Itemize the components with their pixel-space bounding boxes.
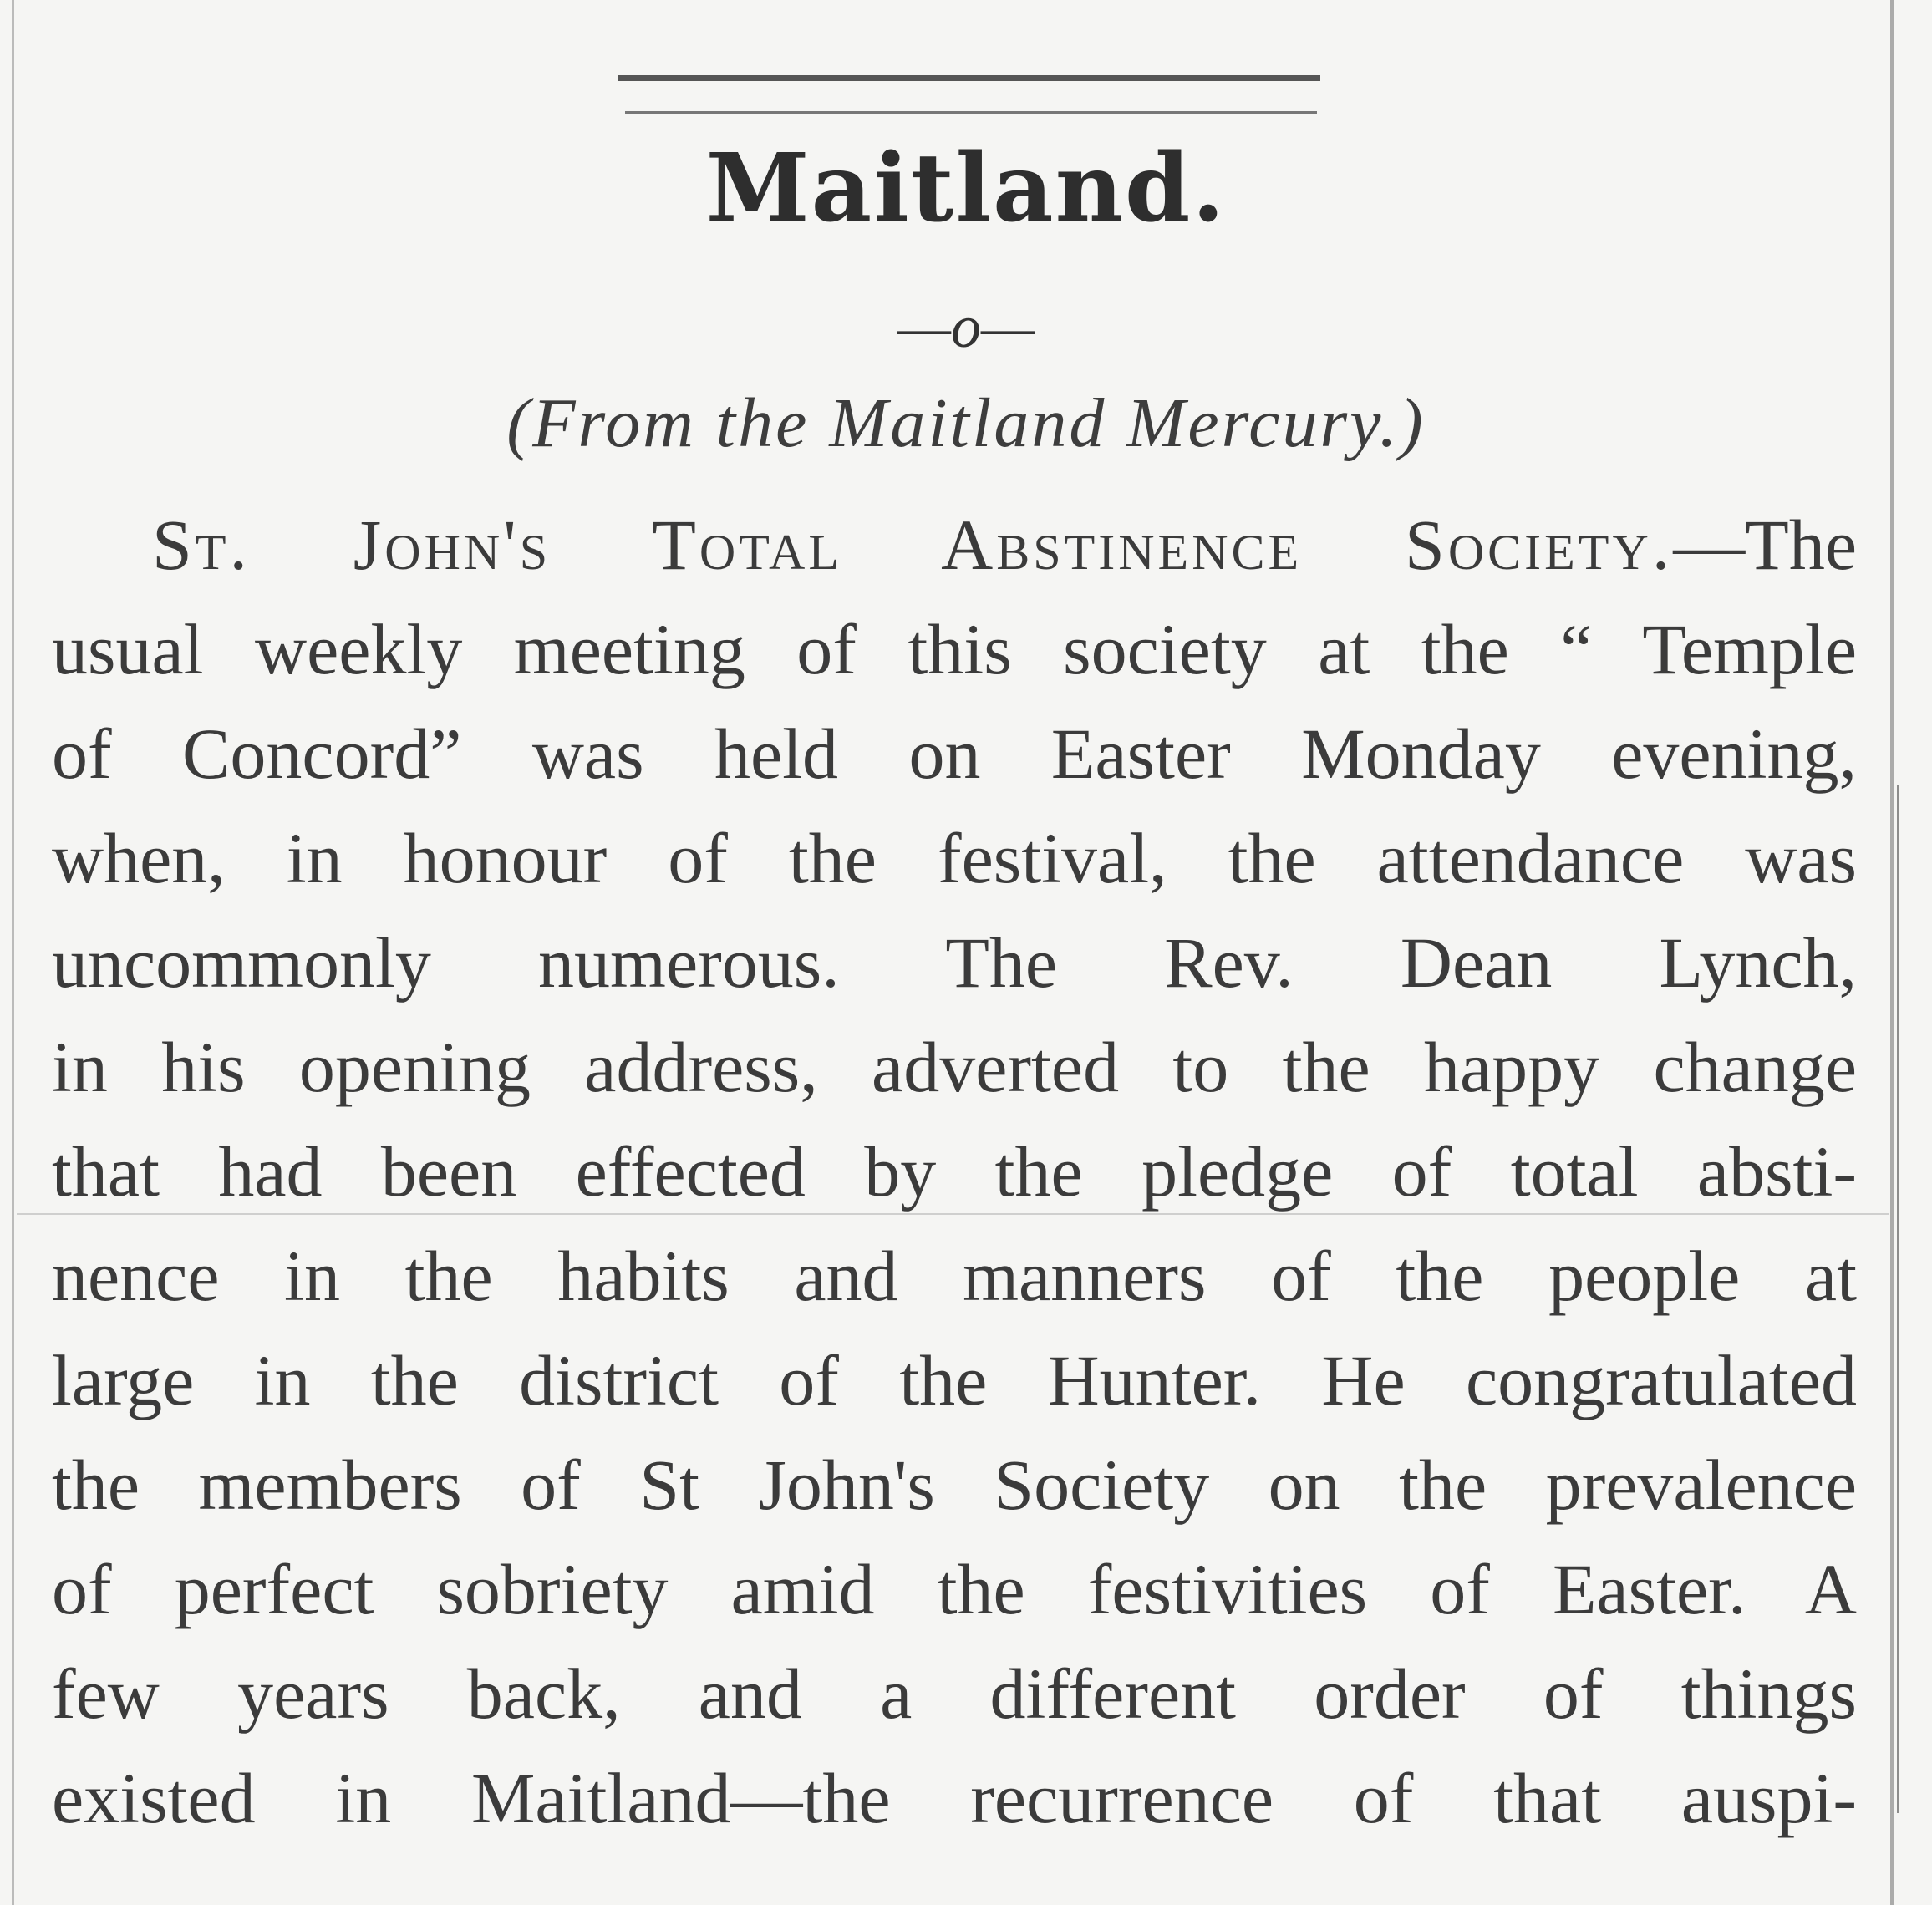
article-heading: St. John's Total Abstinence Society.	[152, 505, 1674, 585]
article-body	[52, 493, 1857, 1851]
article-line-8: nence in the habits and manners of the people at	[52, 1236, 1857, 1316]
article-line-3: of Concord” was held on Easter Monday evening,	[52, 714, 1857, 794]
article-line-4: when, in honour of the festival, the attendance was	[52, 818, 1857, 898]
right-column-rule	[1890, 0, 1894, 1905]
article-line-1	[52, 493, 1857, 597]
article-line-10: the members of St John's Society on the prevalence	[52, 1445, 1857, 1525]
article-line-9: large in the district of the Hunter. He congratulated	[52, 1340, 1857, 1420]
article-line-1-tail: —The	[1673, 505, 1857, 585]
article-line-11: of perfect sobriety amid the festivities of Easter. A	[52, 1549, 1857, 1629]
section-divider-thin	[625, 111, 1317, 114]
left-column-rule	[12, 0, 14, 1905]
article-line-2: usual weekly meeting of this society at the “ Temple	[52, 609, 1857, 689]
article-line-12: few years back, and a different order of things	[52, 1654, 1857, 1734]
article-line-13: existed in Maitland—the recurrence of that auspi-	[52, 1758, 1857, 1838]
article-line-7: that had been effected by the pledge of total absti-	[52, 1131, 1857, 1212]
section-title: Maitland.	[705, 134, 1227, 243]
article-line-5: uncommonly numerous. The Rev. Dean Lynch,	[52, 922, 1857, 1003]
source-attribution: (From the Maitland Mercury.)	[506, 384, 1426, 462]
article-line-6: in his opening address, adverted to the happy change	[52, 1027, 1857, 1107]
section-divider-thick	[618, 75, 1320, 81]
right-column-rule-inner	[1897, 785, 1899, 1813]
title-ornament: —o—	[897, 293, 1035, 360]
